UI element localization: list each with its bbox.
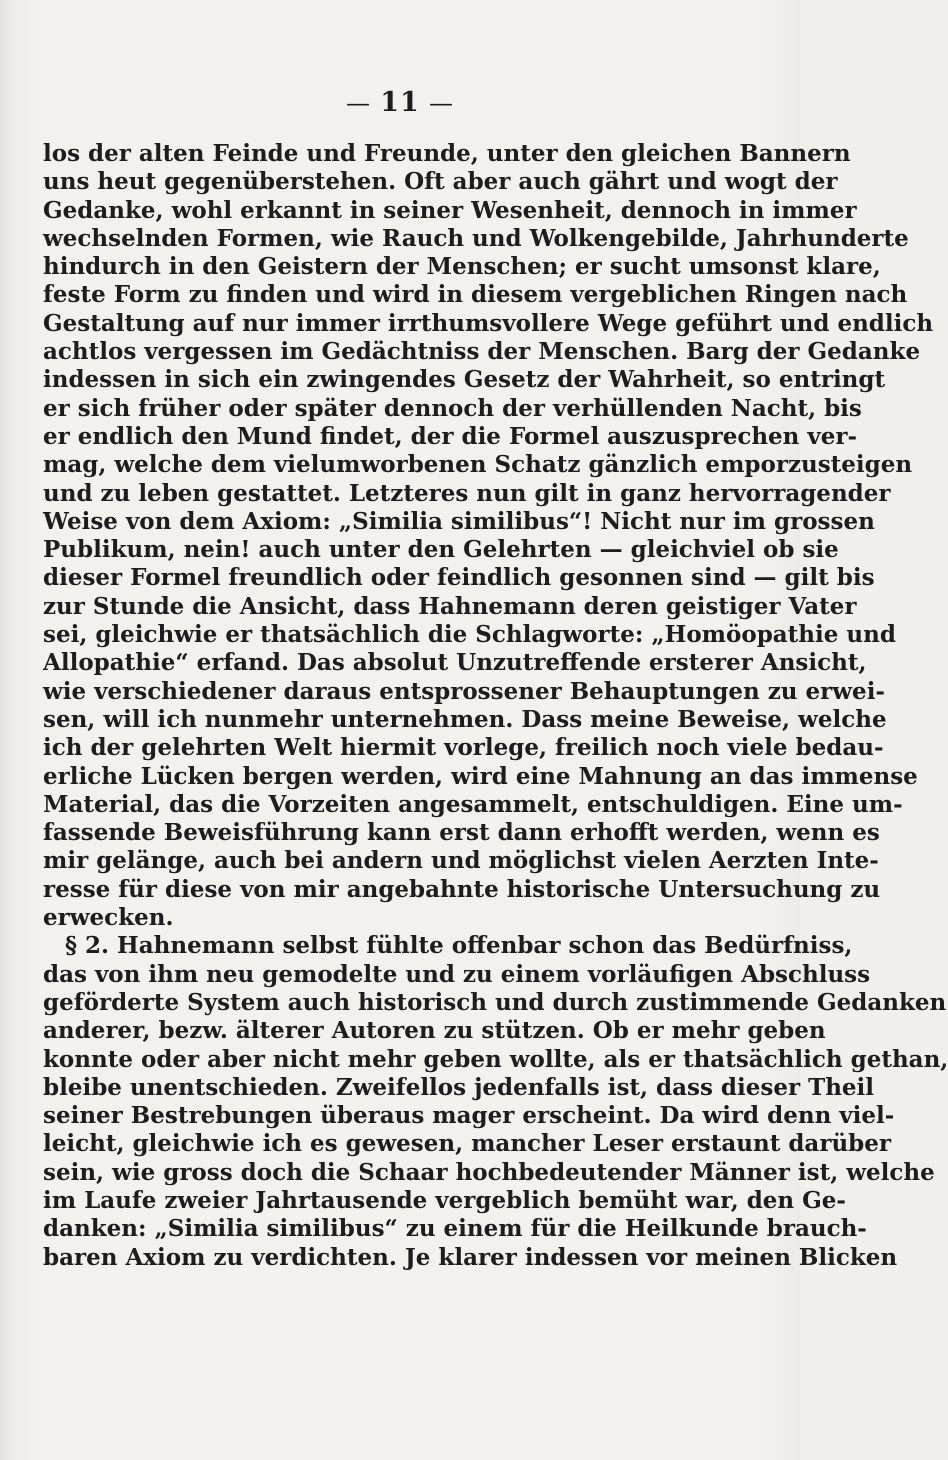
text-line: Weise von dem Axiom: „Similia similibus“! Nicht nur im grossen [43,507,875,535]
text-line: Allopathie“ erfand. Das absolut Unzutreffende ersterer Ansicht, [43,649,867,677]
text-line: er endlich den Mund findet, der die Formel auszusprechen ver- [43,422,858,450]
text-line: geförderte System auch historisch und durch zustimmende Gedanken [43,988,947,1016]
text-line: feste Form zu finden und wird in diesem vergeblichen Ringen nach [43,281,908,309]
text-line: sen, will ich nunmehr unternehmen. Dass meine Beweise, welche [43,705,887,733]
text-line: resse für diese von mir angebahnte historische Untersuchung zu [43,875,881,903]
section-heading-line: § 2. Hahnemann selbst fühlte offenbar schon das Bedürfniss, [65,932,853,960]
text-line: ich der gelehrten Welt hiermit vorlege, freilich noch viele bedau- [43,734,884,762]
text-line: Material, das die Vorzeiten angesammelt, entschuldigen. Eine um- [43,790,903,818]
text-line: anderer, bezw. älterer Autoren zu stützen. Ob er mehr geben [43,1017,826,1045]
text-line: fassende Beweisführung kann erst dann erhofft werden, wenn es [43,819,880,847]
text-line: mag, welche dem vielumworbenen Schatz gänzlich emporzusteigen [43,451,913,479]
text-line: los der alten Feinde und Freunde, unter den gleichen Bannern [43,140,851,167]
text-line: achtlos vergessen im Gedächtniss der Menschen. Barg der Gedanke [43,338,921,366]
text-line: leicht, gleichwie ich es gewesen, mancher Leser erstaunt darüber [43,1130,892,1158]
text-line: sei, gleichwie er thatsächlich die Schlagworte: „Homöopathie und [43,621,896,649]
text-line: das von ihm neu gemodelte und zu einem vorläufigen Abschluss [43,960,871,988]
page-number: 11 [380,87,420,118]
body-text [43,140,948,1272]
text-line: konnte oder aber nicht mehr geben wollte, als er thatsächlich gethan, [43,1045,948,1073]
text-line: Publikum, nein! auch unter den Gelehrten — gleichviel ob sie [43,536,839,564]
header-dash-left: — [345,89,371,117]
text-line: uns heut gegenüberstehen. Oft aber auch gährt und wogt der [43,168,838,196]
text-line: baren Axiom zu verdichten. Je klarer indessen vor meinen Blicken [43,1243,898,1271]
text-line: wie verschiedener daraus entsprossener Behauptungen zu erwei- [43,677,885,705]
text-line: seiner Bestrebungen überaus mager erscheint. Da wird denn viel- [43,1102,895,1130]
text-line: und zu leben gestattet. Letzteres nun gilt in ganz hervorragender [43,479,891,507]
page-header [0,88,800,118]
text-line: wechselnden Formen, wie Rauch und Wolkengebilde, Jahrhunderte [43,224,909,252]
text-line: hindurch in den Geistern der Menschen; er sucht umsonst klare, [43,253,881,281]
text-line: Gedanke, wohl erkannt in seiner Wesenheit, dennoch in immer [43,196,857,224]
text-line: indessen in sich ein zwingendes Gesetz der Wahrheit, so entringt [43,366,886,394]
text-line: zur Stunde die Ansicht, dass Hahnemann deren geistiger Vater [43,592,857,620]
text-line: erliche Lücken bergen werden, wird eine Mahnung an das immense [43,762,918,790]
text-line: dieser Formel freundlich oder feindlich gesonnen sind — gilt bis [43,564,875,592]
text-line: mir gelänge, auch bei andern und möglichst vielen Aerzten Inte- [43,847,879,875]
header-dash-right: — [429,89,455,117]
text-line: bleibe unentschieden. Zweifellos jedenfalls ist, dass dieser Theil [43,1073,875,1101]
text-line: erwecken. [43,904,174,932]
text-line: Gestaltung auf nur immer irrthumsvollere Wege geführt und endlich [43,309,934,337]
text-line: danken: „Similia similibus“ zu einem für die Heilkunde brauch- [43,1215,867,1243]
text-line: sein, wie gross doch die Schaar hochbedeutender Männer ist, welche [43,1158,935,1186]
text-line: er sich früher oder später dennoch der verhüllenden Nacht, bis [43,394,862,422]
text-line: im Laufe zweier Jahrtausende vergeblich bemüht war, den Ge- [43,1186,846,1214]
